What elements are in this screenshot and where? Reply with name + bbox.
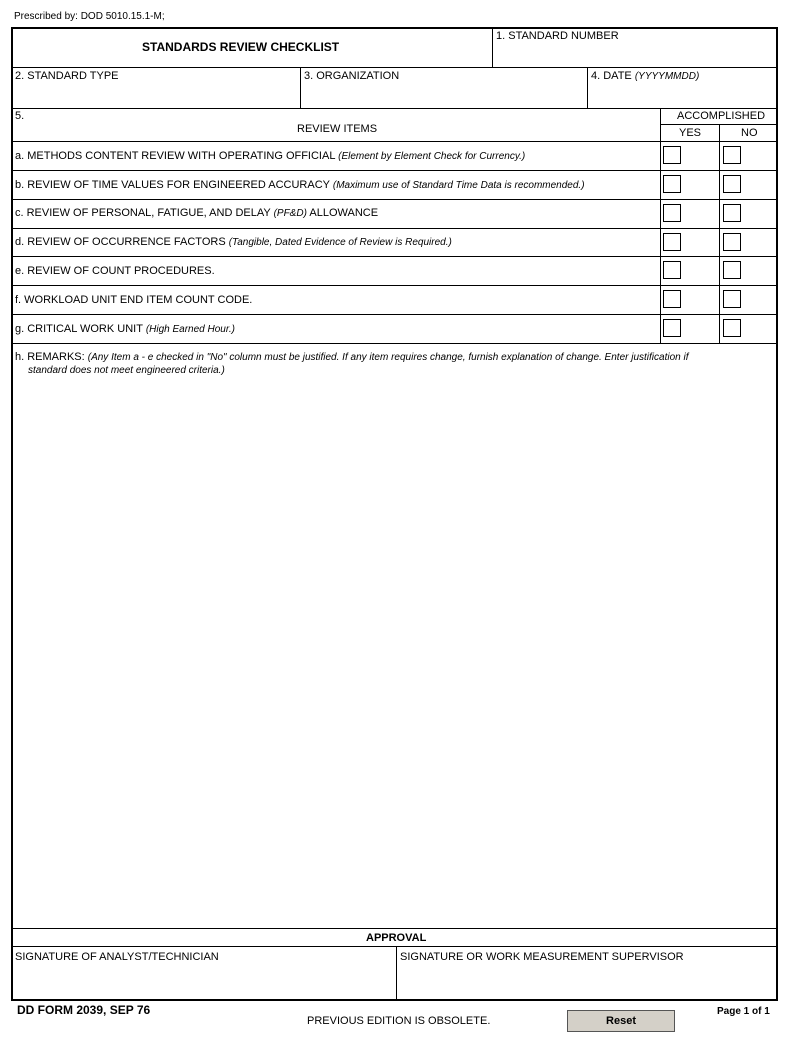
remarks-note-continued: standard does not meet engineered criteria.) <box>28 365 225 376</box>
divider <box>12 928 778 929</box>
review-item-suffix: ALLOWANCE <box>309 207 379 219</box>
item-e-no-checkbox[interactable] <box>723 261 741 279</box>
item-g-no-checkbox[interactable] <box>723 319 741 337</box>
item-b-yes-checkbox[interactable] <box>663 175 681 193</box>
review-item-note: (Maximum use of Standard Time Data is recommended.) <box>332 180 585 191</box>
item-e-yes-checkbox[interactable] <box>663 261 681 279</box>
form-title: STANDARDS REVIEW CHECKLIST <box>142 40 340 54</box>
review-item-label: c. REVIEW OF PERSONAL, FATIGUE, AND DELAY <box>15 207 271 219</box>
review-item-label: g. CRITICAL WORK UNIT <box>15 323 143 335</box>
item-a-yes-checkbox[interactable] <box>663 146 681 164</box>
no-column-header: NO <box>741 127 758 139</box>
review-items-header: REVIEW ITEMS <box>297 123 378 135</box>
page-indicator: Page 1 of 1 <box>717 1006 770 1017</box>
date-input[interactable] <box>591 86 775 104</box>
analyst-signature-label: SIGNATURE OF ANALYST/TECHNICIAN <box>15 951 219 963</box>
divider <box>12 285 778 286</box>
accomplished-header: ACCOMPLISHED <box>677 110 766 122</box>
divider <box>492 28 493 68</box>
divider <box>660 109 661 343</box>
analyst-signature-field[interactable] <box>15 966 393 998</box>
section-number: 5. <box>15 110 25 122</box>
remarks-heading <box>15 351 689 364</box>
item-g-yes-checkbox[interactable] <box>663 319 681 337</box>
divider <box>396 947 397 1000</box>
review-item-label: e. REVIEW OF COUNT PROCEDURES. <box>15 265 215 277</box>
form-id: DD FORM 2039, SEP 76 <box>17 1003 151 1017</box>
divider <box>719 124 720 343</box>
reset-button[interactable]: Reset <box>567 1010 675 1032</box>
item-f-no-checkbox[interactable] <box>723 290 741 308</box>
divider <box>12 108 778 109</box>
review-item-e <box>15 265 215 278</box>
review-item-f <box>15 294 252 307</box>
standard-type-input[interactable] <box>15 86 297 104</box>
organization-label: 3. ORGANIZATION <box>304 70 400 82</box>
item-d-yes-checkbox[interactable] <box>663 233 681 251</box>
divider <box>12 67 778 68</box>
divider <box>12 170 778 171</box>
review-item-a <box>15 150 525 163</box>
remarks-note: (Any Item a - e checked in "No" column must be justified. If any item requires change, furnish explanation of change. Enter justification if <box>87 352 689 363</box>
review-item-g <box>15 323 235 336</box>
organization-input[interactable] <box>304 86 584 104</box>
divider <box>587 68 588 108</box>
item-a-no-checkbox[interactable] <box>723 146 741 164</box>
supervisor-signature-label: SIGNATURE OR WORK MEASUREMENT SUPERVISOR <box>400 951 684 963</box>
standard-number-input[interactable] <box>496 46 774 64</box>
review-item-d <box>15 236 452 249</box>
approval-header: APPROVAL <box>366 932 427 944</box>
edition-note: PREVIOUS EDITION IS OBSOLETE. <box>307 1015 491 1027</box>
divider <box>12 199 778 200</box>
divider <box>12 314 778 315</box>
remarks-textarea[interactable] <box>15 382 775 922</box>
divider <box>12 228 778 229</box>
standard-number-label: 1. STANDARD NUMBER <box>496 30 619 42</box>
standard-type-label: 2. STANDARD TYPE <box>15 70 119 82</box>
date-label-text: 4. DATE <box>591 70 632 82</box>
review-item-label: a. METHODS CONTENT REVIEW WITH OPERATING OFFICIAL <box>15 150 336 162</box>
review-item-note: (High Earned Hour.) <box>145 324 235 335</box>
review-item-note: (PF&D) <box>273 208 307 219</box>
review-item-b <box>15 179 585 192</box>
item-c-yes-checkbox[interactable] <box>663 204 681 222</box>
item-f-yes-checkbox[interactable] <box>663 290 681 308</box>
prescribed-by-text: Prescribed by: DOD 5010.15.1-M; <box>14 11 165 22</box>
divider <box>12 946 778 947</box>
review-item-note: (Tangible, Dated Evidence of Review is Required.) <box>228 237 452 248</box>
review-item-c <box>15 207 378 220</box>
review-item-label: f. WORKLOAD UNIT END ITEM COUNT CODE. <box>15 294 253 306</box>
date-label <box>591 70 699 83</box>
remarks-label: h. REMARKS: <box>15 351 85 363</box>
item-d-no-checkbox[interactable] <box>723 233 741 251</box>
review-item-note: (Element by Element Check for Currency.) <box>338 151 526 162</box>
review-item-label: b. REVIEW OF TIME VALUES FOR ENGINEERED ACCURACY <box>15 179 330 191</box>
item-b-no-checkbox[interactable] <box>723 175 741 193</box>
supervisor-signature-field[interactable] <box>400 966 774 998</box>
review-item-label: d. REVIEW OF OCCURRENCE FACTORS <box>15 236 226 248</box>
divider <box>12 256 778 257</box>
divider <box>300 68 301 108</box>
yes-column-header: YES <box>679 127 702 139</box>
item-c-no-checkbox[interactable] <box>723 204 741 222</box>
divider <box>12 343 778 344</box>
divider <box>12 141 778 142</box>
date-format-hint: (YYYYMMDD) <box>634 71 700 82</box>
